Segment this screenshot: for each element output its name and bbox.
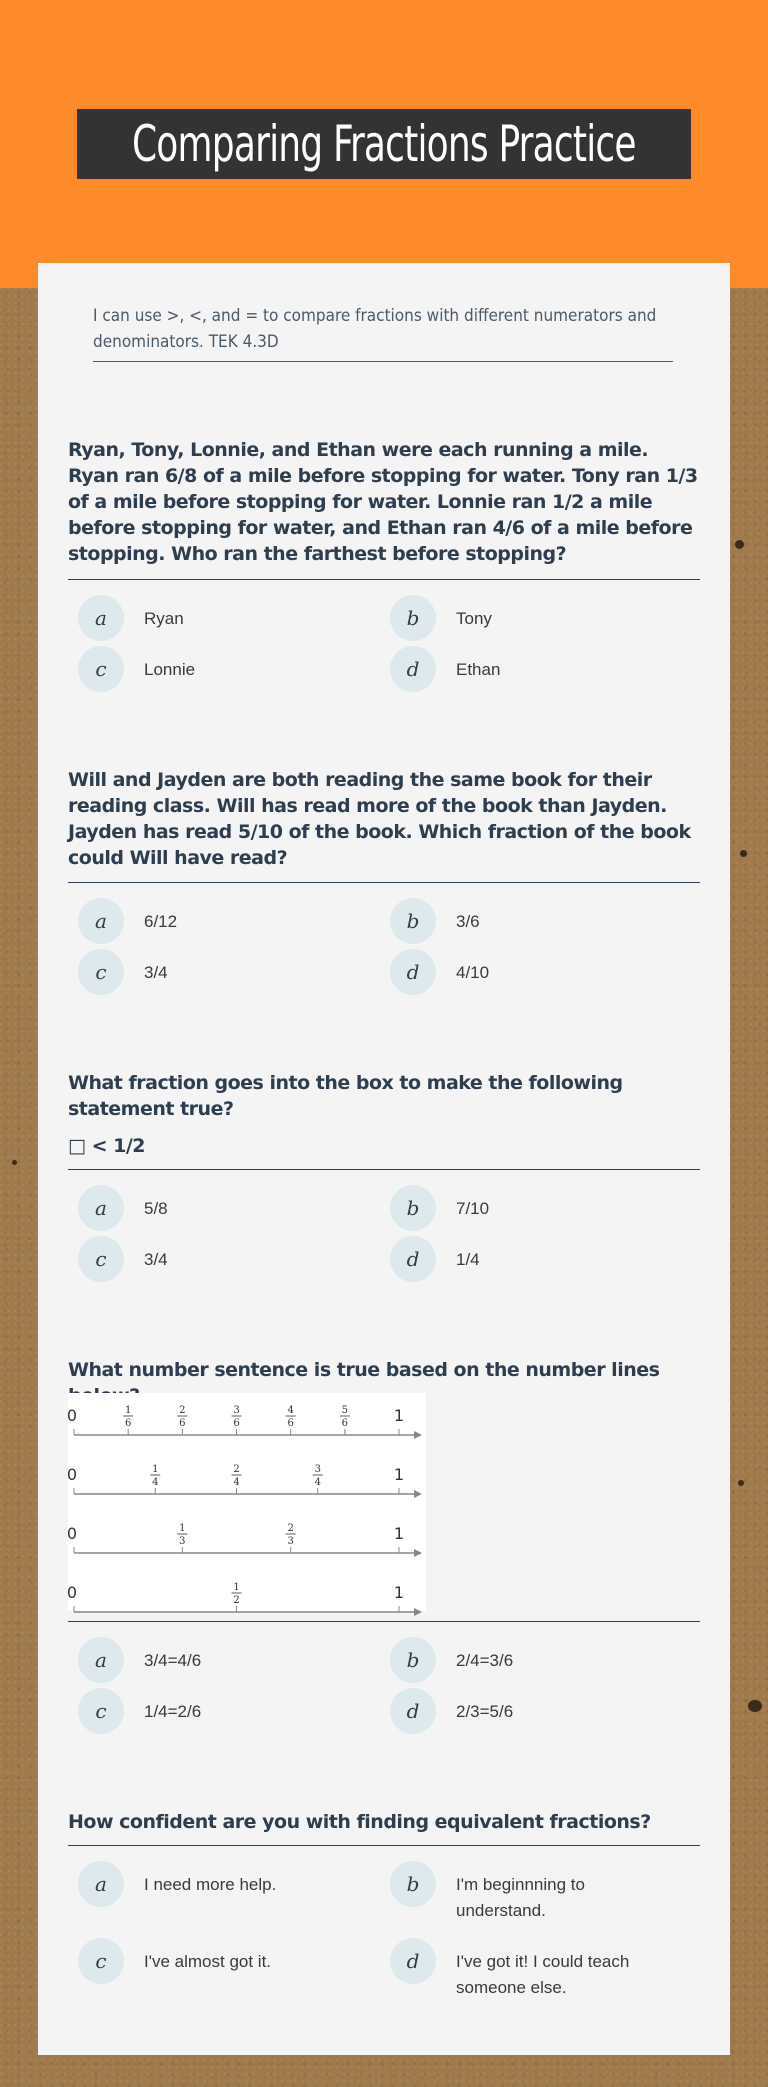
option-text: Ryan [144,609,184,628]
option-text: I'm beginnning to understand. [456,1875,585,1920]
option-letter-badge: c [78,646,124,692]
question-1-text: Ryan, Tony, Lonnie, and Ethan were each running a mile. Ryan ran 6/8 of a mile before stopping for water. Tony ran 1/3 of a mile before stopping for water. Lonnie ran 1/2 a mile before stopping for water, and Ethan ran 4/6 of a mile before stopping. Who ran the farthest before stopping? [68,439,698,565]
option-letter-badge: d [390,949,436,995]
option-letter-badge: a [78,898,124,944]
fraction-denominator: 4 [152,1477,159,1488]
question-4-option-b[interactable] [390,1637,656,1683]
option-text: Ethan [456,660,501,679]
number-line-end-label: 1 [393,1465,405,1484]
option-text: 4/10 [456,963,490,982]
fraction-numerator: 5 [341,1405,349,1416]
option-text: I've got it! I could teach someone else. [456,1952,630,1997]
option-text: 5/8 [144,1199,168,1218]
option-text: I've almost got it. [144,1952,272,1971]
number-lines-figure [68,1393,426,1611]
number-line-arrow [414,1549,422,1557]
option-text: 3/4=4/6 [144,1651,202,1670]
option-letter-badge: d [390,646,436,692]
question-1-option-c[interactable] [78,646,344,692]
fraction-numerator: 2 [287,1523,294,1534]
question-5-divider [68,1845,700,1846]
option-letter-badge: b [390,595,436,641]
question-3-statement: □ < 1/2 [68,1135,145,1157]
fraction-denominator: 3 [179,1536,186,1547]
option-text: 7/10 [456,1199,490,1218]
question-5-option-d[interactable] [390,1938,656,2001]
question-2-option-d[interactable] [390,949,656,995]
option-letter-badge: d [390,1938,436,1984]
fraction-denominator: 3 [287,1536,294,1547]
option-letter-badge: c [78,1236,124,1282]
question-1-option-b[interactable] [390,595,656,641]
option-letter-badge: a [78,1861,124,1907]
fraction-numerator: 1 [124,1405,132,1416]
question-5-option-b[interactable] [390,1861,656,1924]
question-5-option-a[interactable] [78,1861,344,1907]
number-line-start-label: 0 [66,1465,78,1484]
option-text: 1/4 [456,1250,480,1269]
fraction-numerator: 4 [287,1405,294,1416]
question-2-option-b[interactable] [390,898,656,944]
question-2-option-c[interactable] [78,949,344,995]
learning-objective: I can use >, <, and = to compare fractions with different numerators and denominators. TEK 4.3D [93,303,673,362]
question-4-option-a[interactable] [78,1637,344,1683]
question-1-divider [68,579,700,580]
option-letter-badge: b [390,1861,436,1907]
fraction-numerator: 3 [233,1405,240,1416]
fraction-denominator: 4 [233,1477,240,1488]
option-text: 2/4=3/6 [456,1651,514,1670]
number-line-end-label: 1 [393,1524,405,1543]
question-4-option-d[interactable] [390,1688,656,1734]
option-letter-badge: a [78,1185,124,1231]
option-letter-badge: c [78,1688,124,1734]
worksheet-card [38,263,730,2055]
question-4-text: What number sentence is true based on the number lines [68,1359,660,1381]
fraction-numerator: 1 [179,1523,186,1534]
number-line-arrow [414,1490,422,1498]
background-speck [735,540,744,549]
question-2-text: Will and Jayden are both reading the same book for their reading class. Will has read more of the book than Jayden. Jayden has read 5/10 of the book. Which fraction of the book could Will have read? [68,769,691,869]
number-line-end-label: 1 [393,1406,405,1425]
number-line-start-label: 0 [66,1406,78,1425]
fraction-denominator: 6 [179,1418,186,1429]
question-5-text: How confident are you with finding equivalent fractions? [68,1811,651,1833]
option-letter-badge: b [390,898,436,944]
number-line-start-label: 0 [66,1583,78,1602]
number-line-end-label: 1 [393,1583,405,1602]
option-letter-badge: b [390,1185,436,1231]
question-3-text: What fraction goes into the box to make the following statement true? [68,1072,623,1120]
background-speck [12,1160,17,1165]
option-letter-badge: a [78,1637,124,1683]
option-text: 3/4 [144,1250,168,1269]
question-3-option-d[interactable] [390,1236,656,1282]
option-letter-badge: c [78,1938,124,1984]
page-title: Comparing Fractions Practice [77,109,691,179]
background-speck [748,1700,762,1712]
question-1-option-a[interactable] [78,595,344,641]
fraction-numerator: 1 [233,1582,240,1593]
number-lines-svg [68,1393,426,1611]
option-text: Tony [456,609,492,628]
fraction-numerator: 2 [179,1405,186,1416]
fraction-denominator: 4 [314,1477,321,1488]
option-text: 1/4=2/6 [144,1702,202,1721]
option-letter-badge: a [78,595,124,641]
background-speck [738,1480,744,1486]
option-text: 3/6 [456,912,480,931]
question-3-option-b[interactable] [390,1185,656,1231]
fraction-denominator: 2 [233,1595,240,1606]
question-2-divider [68,882,700,883]
background-speck [740,850,747,857]
fraction-numerator: 1 [152,1464,159,1475]
question-5-option-c[interactable] [78,1938,344,1984]
option-letter-badge: d [390,1688,436,1734]
option-letter-badge: b [390,1637,436,1683]
question-3-option-c[interactable] [78,1236,344,1282]
question-1-option-d[interactable] [390,646,656,692]
number-line-arrow [414,1608,422,1616]
number-line-arrow [414,1431,422,1439]
question-2-option-a[interactable] [78,898,344,944]
fraction-denominator: 6 [341,1418,349,1429]
option-text: 6/12 [144,912,178,931]
option-text: Lonnie [144,660,196,679]
number-line-start-label: 0 [66,1524,78,1543]
option-text: 2/3=5/6 [456,1702,514,1721]
option-letter-badge: c [78,949,124,995]
fraction-numerator: 2 [233,1464,240,1475]
fraction-numerator: 3 [314,1464,321,1475]
fraction-denominator: 6 [287,1418,294,1429]
fraction-denominator: 6 [233,1418,240,1429]
question-4-option-c[interactable] [78,1688,344,1734]
option-text: I need more help. [144,1875,277,1894]
question-3-option-a[interactable] [78,1185,344,1231]
option-text: 3/4 [144,963,168,982]
option-letter-badge: d [390,1236,436,1282]
question-4-divider [68,1621,700,1622]
fraction-denominator: 6 [124,1418,132,1429]
question-3-divider [68,1169,700,1170]
